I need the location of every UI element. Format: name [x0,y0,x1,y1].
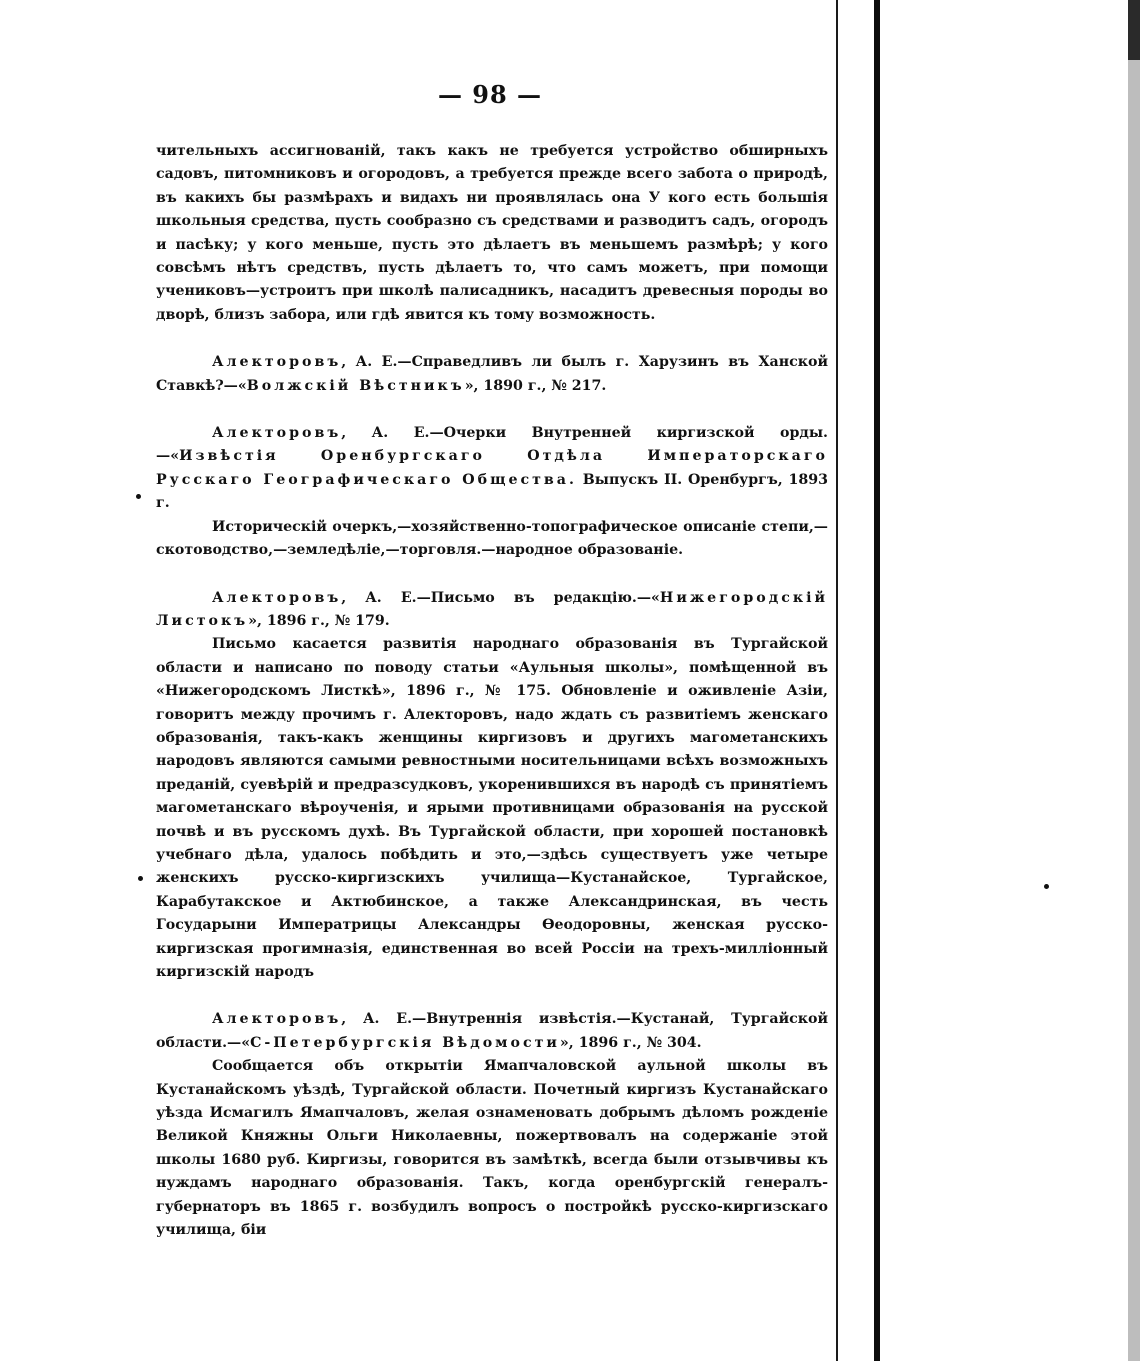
entry-summary: Письмо касается развитія народнаго образованія въ Тургайской области и написано по поводу статьи «Аульныя школы», помѣщенной въ «Нижегородскомъ Листкѣ», 1896 г., № 175. Обновленіе и оживленіе Азіи, говоритъ между прочимъ г. Алекторовъ, надо ждать съ развитіемъ женскаго образованія, такъ-какъ женщины киргизовъ и другихъ магометанскихъ народовъ являются самыми ревностными носительницами всѣхъ возможныхъ преданій, суевѣрій и предразсудковъ, укоренившихся въ народѣ съ принятіемъ магометанскаго вѣроученія, и ярыми противницами образованія на русской почвѣ и въ русскомъ духѣ. Въ Тургайской области, при хорошей постановкѣ учебнаго дѣла, удалось побѣдить и это,—здѣсь существуетъ уже четыре женскихъ русско-киргизскихъ училища—Кустанайское, Тургайское, Карабутакское и Актюбинское, а также Александринская, въ честь Государыни Императрицы Александры Ѳеодоровны, женская русско-киргизская прогимназія, единственная во всей Россіи на трехъ-милліонный киргизскій народъ [156,636,828,980]
entry-details: », 1896 г., № 304. [559,1034,702,1051]
entry-source: Волжскій Вѣстникъ [246,377,465,394]
entry-details: », 1896 г., № 179. [248,612,390,629]
entry-author: Алекторовъ [212,354,342,371]
entry-summary: Сообщается объ открытіи Ямапчаловской аульной школы въ Кустанайскомъ уѣздѣ, Тургайской области. Почетный киргизъ Кустанайскаго уѣзда Исмагилъ Ямапчаловъ, желая ознаменовать добрымъ дѣломъ рожденіе Великой Княжны Ольги Николаевны, пожертвовалъ на содержаніе этой школы 1680 руб. Киргизы, говорится въ замѣткѣ, всегда были отзывчивы къ нуждамъ народнаго образованія. Такъ, когда оренбургскій генералъ-губернаторъ въ 1865 г. возбудилъ вопросъ о постройкѣ русско-киргизскаго училища, біи [156,1058,828,1239]
entry-details: », 1890 г., № 217. [464,377,607,394]
bibliography-entry [156,1008,828,1055]
entry-title: , А. Е.—Очерки Внутренней киргизской орды.—« [156,425,828,465]
intro-paragraph: чительныхъ ассигнованій, такъ какъ не требуется устройство обширныхъ садовъ, питомниковъ и огородовъ, а требуется прежде всего забота о природѣ, въ какихъ бы размѣрахъ и видахъ ни проявлялась она У кого есть большія школьныя средства, пусть сообразно съ средствами и разводитъ садъ, огородъ и пасѣку; у кого меньше, пусть это дѣлаетъ въ меньшемъ размѣрѣ; у кого совсѣмъ нѣтъ средствъ, пусть дѣлаетъ то, что самъ можетъ, при помощи учениковъ—устроитъ при школѣ палисадникъ, насадитъ древесныя породы во дворѣ, близъ забора, или гдѣ явится къ тому возможность. [156,143,828,323]
scan-border-top [1128,0,1140,60]
page-number: — 98 — [437,80,543,109]
entry-summary: Историческій очеркъ,—хозяйственно-топографическое описаніе степи,—скотоводство,—земледѣліе,—торговля.—народное образованіе. [156,518,828,559]
specks [1044,884,1049,889]
entry-author: Алекторовъ [212,589,342,606]
specks [138,876,143,881]
bibliography-entry [156,351,828,398]
entry-source: Нижегородскій Листокъ [156,589,828,629]
bibliography-entry [156,587,828,634]
text-column [156,140,828,1242]
entry-source: С-Петербургскія Вѣдомости [250,1034,560,1051]
entry-details: Выпускъ II. Оренбургъ, 1893 г. [156,471,828,512]
page-edge-line [836,0,838,1361]
entry-author: Алекторовъ [212,1011,342,1028]
entry-title: , А. Е.—Справедливъ ли былъ г. Харузинъ въ Ханской Ставкѣ?—« [156,354,828,394]
specks [136,494,141,499]
binding-edge-line [874,0,880,1361]
entry-source: Извѣстія Оренбургскаго Отдѣла Императорскаго Русскаго Географическаго Общества. [156,448,828,488]
bibliography-entry [156,422,828,516]
scan-border [1128,0,1140,1361]
entry-author: Алекторовъ [212,425,342,442]
entry-title: , А. Е.—Внутреннія извѣстія.—Кустанай, Тургайской области.—« [156,1011,828,1051]
entry-title: , А. Е.—Письмо въ редакцію.—« [341,589,660,606]
